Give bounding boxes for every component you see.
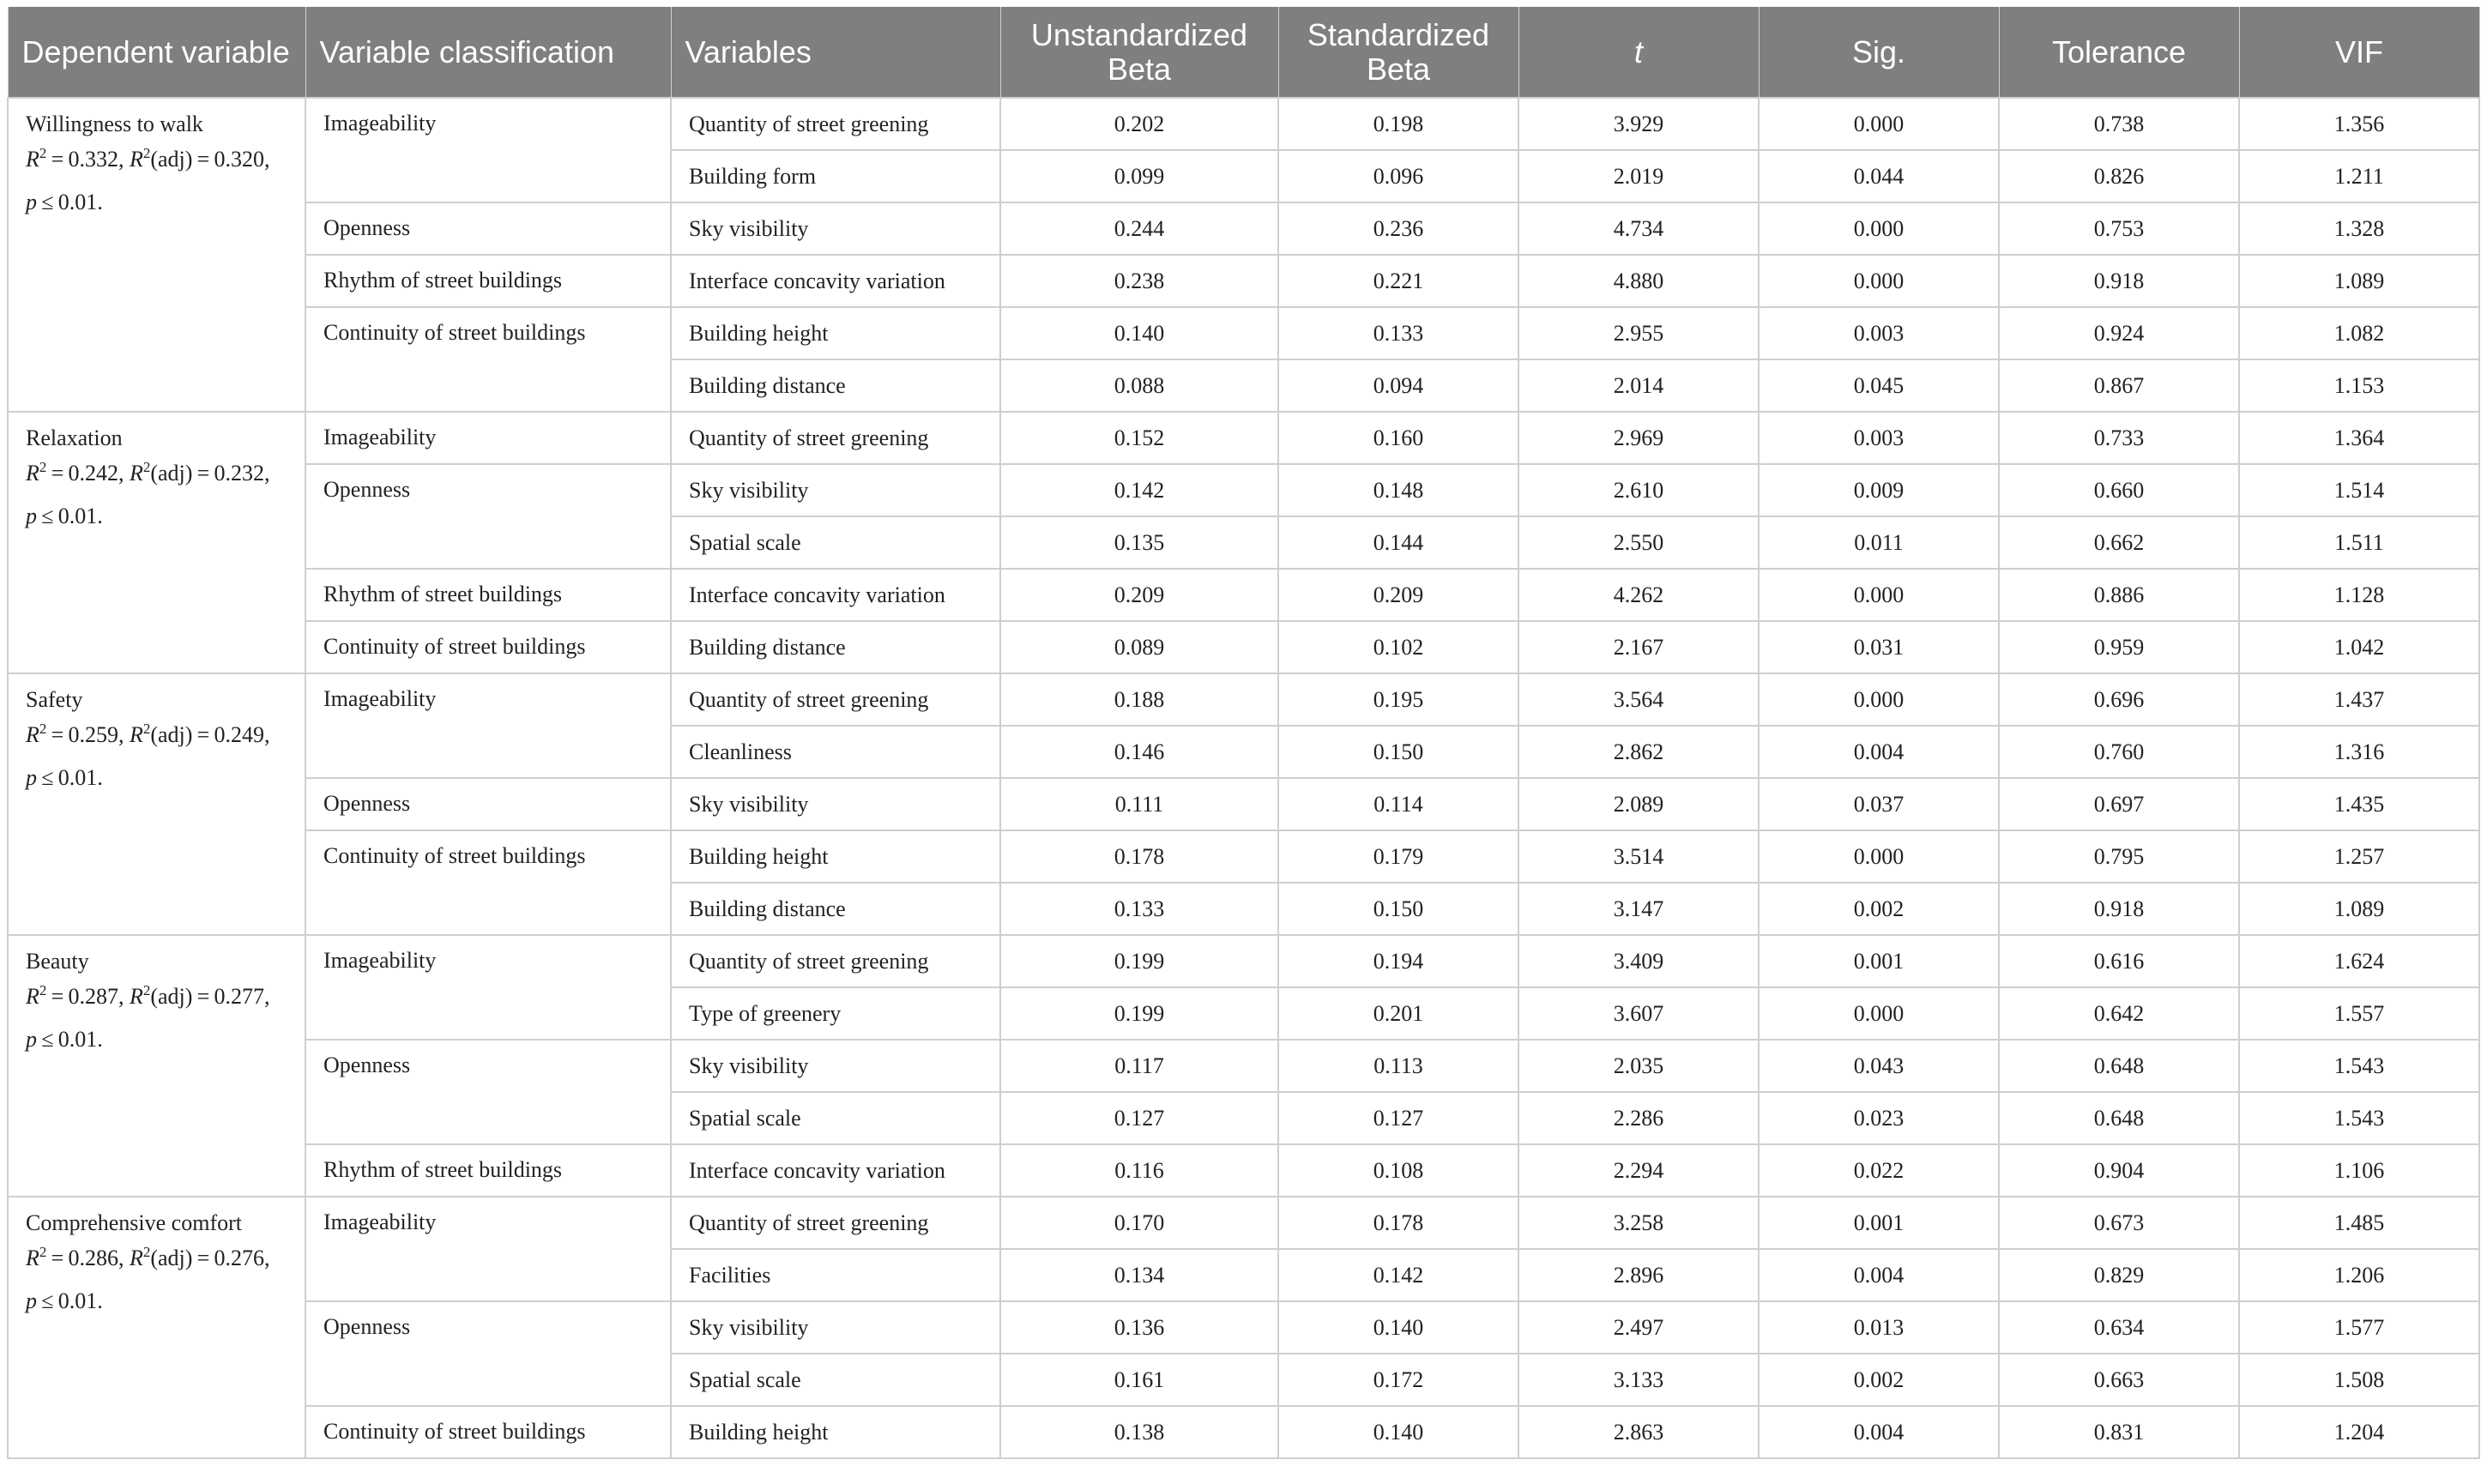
unstandardized-beta-cell: 0.146	[1000, 726, 1278, 778]
unstandardized-beta-cell: 0.111	[1000, 778, 1278, 830]
vif-cell: 1.364	[2239, 412, 2479, 464]
t-cell: 2.863	[1518, 1406, 1759, 1458]
unstandardized-beta-cell: 0.202	[1000, 98, 1278, 150]
tolerance-cell: 0.738	[1999, 98, 2239, 150]
t-cell: 2.862	[1518, 726, 1759, 778]
t-cell: 3.929	[1518, 98, 1759, 150]
standardized-beta-cell: 0.150	[1278, 726, 1518, 778]
table-body	[8, 98, 2479, 1458]
variable-cell: Quantity of street greening	[671, 1197, 1000, 1249]
standardized-beta-cell: 0.114	[1278, 778, 1518, 830]
r-squared-value: 0.242	[68, 461, 118, 486]
t-cell: 3.514	[1518, 830, 1759, 883]
standardized-beta-cell: 0.150	[1278, 883, 1518, 935]
unstandardized-beta-cell: 0.088	[1000, 359, 1278, 412]
tolerance-cell: 0.795	[1999, 830, 2239, 883]
sig-cell: 0.044	[1759, 150, 1999, 202]
vif-cell: 1.577	[2239, 1301, 2479, 1354]
t-cell: 2.035	[1518, 1040, 1759, 1092]
dependent-variable-cell	[8, 1197, 305, 1458]
standardized-beta-cell: 0.144	[1278, 516, 1518, 569]
sig-cell: 0.013	[1759, 1301, 1999, 1354]
standardized-beta-cell: 0.198	[1278, 98, 1518, 150]
variable-cell: Interface concavity variation	[671, 569, 1000, 621]
vif-cell: 1.514	[2239, 464, 2479, 516]
table-row	[8, 778, 2479, 830]
standardized-beta-cell: 0.148	[1278, 464, 1518, 516]
sig-cell: 0.001	[1759, 1197, 1999, 1249]
sig-cell: 0.037	[1759, 778, 1999, 830]
tolerance-cell: 0.660	[1999, 464, 2239, 516]
variable-cell: Spatial scale	[671, 516, 1000, 569]
tolerance-cell: 0.733	[1999, 412, 2239, 464]
variable-cell: Sky visibility	[671, 202, 1000, 255]
t-cell: 2.610	[1518, 464, 1759, 516]
tolerance-cell: 0.663	[1999, 1354, 2239, 1406]
sig-cell: 0.023	[1759, 1092, 1999, 1144]
unstandardized-beta-cell: 0.133	[1000, 883, 1278, 935]
model-fit-stats: $R^2 = 0.287$, $R^2(adj) = 0.277$, p ≤ 0.01.	[26, 982, 270, 1052]
t-cell: 2.286	[1518, 1092, 1759, 1144]
table-row	[8, 98, 2479, 150]
variable-classification-cell: Rhythm of street buildings	[305, 255, 671, 307]
tolerance-cell: 0.697	[1999, 778, 2239, 830]
table-row	[8, 621, 2479, 673]
variable-cell: Quantity of street greening	[671, 98, 1000, 150]
t-cell: 3.564	[1518, 673, 1759, 726]
p-value: 0.01	[57, 1288, 98, 1313]
dependent-variable-cell	[8, 673, 305, 935]
unstandardized-beta-cell: 0.134	[1000, 1249, 1278, 1301]
variable-cell: Building height	[671, 1406, 1000, 1458]
variable-cell: Quantity of street greening	[671, 412, 1000, 464]
t-cell: 2.896	[1518, 1249, 1759, 1301]
standardized-beta-cell: 0.178	[1278, 1197, 1518, 1249]
sig-cell: 0.045	[1759, 359, 1999, 412]
dependent-variable-name: Safety	[26, 687, 83, 712]
sig-cell: 0.031	[1759, 621, 1999, 673]
t-cell: 2.294	[1518, 1144, 1759, 1197]
dependent-variable-name: Beauty	[26, 949, 89, 974]
tolerance-cell: 0.648	[1999, 1092, 2239, 1144]
tolerance-cell: 0.831	[1999, 1406, 2239, 1458]
standardized-beta-cell: 0.179	[1278, 830, 1518, 883]
header-variable-classification: Variable classification	[305, 7, 671, 98]
variable-classification-cell: Imageability	[305, 98, 671, 202]
variable-classification-cell: Imageability	[305, 935, 671, 1040]
tolerance-cell: 0.642	[1999, 987, 2239, 1040]
variable-cell: Sky visibility	[671, 1040, 1000, 1092]
vif-cell: 1.543	[2239, 1040, 2479, 1092]
t-cell: 4.734	[1518, 202, 1759, 255]
table-row	[8, 464, 2479, 516]
standardized-beta-cell: 0.194	[1278, 935, 1518, 987]
sig-cell: 0.003	[1759, 412, 1999, 464]
tolerance-cell: 0.918	[1999, 883, 2239, 935]
sig-cell: 0.004	[1759, 1406, 1999, 1458]
vif-cell: 1.328	[2239, 202, 2479, 255]
variable-cell: Building distance	[671, 883, 1000, 935]
variable-classification-cell: Openness	[305, 1040, 671, 1144]
sig-cell: 0.000	[1759, 987, 1999, 1040]
p-value: 0.01	[57, 190, 98, 214]
model-fit-stats: $R^2 = 0.332$, $R^2(adj) = 0.320$, p ≤ 0.01.	[26, 145, 270, 214]
model-fit-stats: $R^2 = 0.286$, $R^2(adj) = 0.276$, p ≤ 0.01.	[26, 1244, 270, 1313]
p-value: 0.01	[57, 1027, 98, 1052]
t-cell: 2.955	[1518, 307, 1759, 359]
t-cell: 3.147	[1518, 883, 1759, 935]
dependent-variable-cell	[8, 935, 305, 1197]
variable-cell: Quantity of street greening	[671, 935, 1000, 987]
t-cell: 2.089	[1518, 778, 1759, 830]
variable-cell: Spatial scale	[671, 1092, 1000, 1144]
unstandardized-beta-cell: 0.152	[1000, 412, 1278, 464]
standardized-beta-cell: 0.108	[1278, 1144, 1518, 1197]
variable-cell: Building distance	[671, 621, 1000, 673]
sig-cell: 0.000	[1759, 830, 1999, 883]
standardized-beta-cell: 0.201	[1278, 987, 1518, 1040]
vif-cell: 1.106	[2239, 1144, 2479, 1197]
vif-cell: 1.089	[2239, 255, 2479, 307]
header-tolerance: Tolerance	[1999, 7, 2239, 98]
header-standardized-beta: Standardized Beta	[1278, 7, 1518, 98]
table-row	[8, 1301, 2479, 1354]
unstandardized-beta-cell: 0.089	[1000, 621, 1278, 673]
header-variables: Variables	[671, 7, 1000, 98]
unstandardized-beta-cell: 0.244	[1000, 202, 1278, 255]
tolerance-cell: 0.826	[1999, 150, 2239, 202]
tolerance-cell: 0.829	[1999, 1249, 2239, 1301]
vif-cell: 1.437	[2239, 673, 2479, 726]
unstandardized-beta-cell: 0.136	[1000, 1301, 1278, 1354]
tolerance-cell: 0.616	[1999, 935, 2239, 987]
variable-classification-cell: Rhythm of street buildings	[305, 1144, 671, 1197]
adjusted-r-squared-value: 0.276	[214, 1246, 265, 1270]
t-cell: 2.497	[1518, 1301, 1759, 1354]
tolerance-cell: 0.924	[1999, 307, 2239, 359]
adjusted-r-squared-value: 0.232	[214, 461, 265, 486]
variable-cell: Interface concavity variation	[671, 255, 1000, 307]
tolerance-cell: 0.648	[1999, 1040, 2239, 1092]
standardized-beta-cell: 0.094	[1278, 359, 1518, 412]
unstandardized-beta-cell: 0.116	[1000, 1144, 1278, 1197]
t-cell: 2.014	[1518, 359, 1759, 412]
variable-cell: Sky visibility	[671, 1301, 1000, 1354]
sig-cell: 0.000	[1759, 98, 1999, 150]
t-cell: 3.409	[1518, 935, 1759, 987]
standardized-beta-cell: 0.102	[1278, 621, 1518, 673]
table-row	[8, 1197, 2479, 1249]
standardized-beta-cell: 0.221	[1278, 255, 1518, 307]
variable-cell: Cleanliness	[671, 726, 1000, 778]
vif-cell: 1.211	[2239, 150, 2479, 202]
model-fit-stats: $R^2 = 0.242$, $R^2(adj) = 0.232$, p ≤ 0.01.	[26, 459, 270, 528]
vif-cell: 1.089	[2239, 883, 2479, 935]
header-unstandardized-beta: Unstandardized Beta	[1000, 7, 1278, 98]
r-squared-value: 0.332	[68, 147, 118, 172]
t-cell: 3.258	[1518, 1197, 1759, 1249]
sig-cell: 0.011	[1759, 516, 1999, 569]
sig-cell: 0.000	[1759, 202, 1999, 255]
unstandardized-beta-cell: 0.140	[1000, 307, 1278, 359]
dependent-variable-name: Willingness to walk	[26, 112, 203, 136]
vif-cell: 1.316	[2239, 726, 2479, 778]
r-squared-value: 0.259	[68, 722, 118, 747]
table-row	[8, 1406, 2479, 1458]
standardized-beta-cell: 0.113	[1278, 1040, 1518, 1092]
variable-classification-cell: Continuity of street buildings	[305, 621, 671, 673]
table-row	[8, 1040, 2479, 1092]
unstandardized-beta-cell: 0.142	[1000, 464, 1278, 516]
dependent-variable-name: Relaxation	[26, 425, 123, 450]
tolerance-cell: 0.696	[1999, 673, 2239, 726]
table-row	[8, 307, 2479, 359]
sig-cell: 0.004	[1759, 1249, 1999, 1301]
t-cell: 2.167	[1518, 621, 1759, 673]
r-squared-value: 0.286	[68, 1246, 118, 1270]
t-cell: 2.550	[1518, 516, 1759, 569]
tolerance-cell: 0.904	[1999, 1144, 2239, 1197]
table-row	[8, 255, 2479, 307]
adjusted-r-squared-value: 0.320	[214, 147, 265, 172]
variable-cell: Building height	[671, 307, 1000, 359]
variable-cell: Sky visibility	[671, 464, 1000, 516]
variable-cell: Building height	[671, 830, 1000, 883]
tolerance-cell: 0.867	[1999, 359, 2239, 412]
standardized-beta-cell: 0.209	[1278, 569, 1518, 621]
variable-cell: Interface concavity variation	[671, 1144, 1000, 1197]
sig-cell: 0.002	[1759, 1354, 1999, 1406]
variable-classification-cell: Continuity of street buildings	[305, 1406, 671, 1458]
t-cell: 2.969	[1518, 412, 1759, 464]
vif-cell: 1.543	[2239, 1092, 2479, 1144]
variable-classification-cell: Imageability	[305, 412, 671, 464]
variable-classification-cell: Openness	[305, 1301, 671, 1406]
table-row	[8, 1144, 2479, 1197]
vif-cell: 1.042	[2239, 621, 2479, 673]
adjusted-r-squared-value: 0.277	[214, 984, 265, 1009]
header-sig: Sig.	[1759, 7, 1999, 98]
sig-cell: 0.003	[1759, 307, 1999, 359]
unstandardized-beta-cell: 0.135	[1000, 516, 1278, 569]
sig-cell: 0.000	[1759, 255, 1999, 307]
variable-classification-cell: Continuity of street buildings	[305, 307, 671, 412]
table-row	[8, 935, 2479, 987]
header-dependent-variable: Dependent variable	[8, 7, 305, 98]
vif-cell: 1.511	[2239, 516, 2479, 569]
table-row	[8, 830, 2479, 883]
adjusted-r-squared-value: 0.249	[214, 722, 265, 747]
table-row	[8, 673, 2479, 726]
t-cell: 4.880	[1518, 255, 1759, 307]
variable-cell: Building distance	[671, 359, 1000, 412]
standardized-beta-cell: 0.096	[1278, 150, 1518, 202]
variable-classification-cell: Imageability	[305, 1197, 671, 1301]
unstandardized-beta-cell: 0.127	[1000, 1092, 1278, 1144]
p-value: 0.01	[57, 765, 98, 790]
standardized-beta-cell: 0.142	[1278, 1249, 1518, 1301]
unstandardized-beta-cell: 0.178	[1000, 830, 1278, 883]
variable-classification-cell: Openness	[305, 778, 671, 830]
sig-cell: 0.002	[1759, 883, 1999, 935]
vif-cell: 1.356	[2239, 98, 2479, 150]
tolerance-cell: 0.886	[1999, 569, 2239, 621]
vif-cell: 1.624	[2239, 935, 2479, 987]
standardized-beta-cell: 0.172	[1278, 1354, 1518, 1406]
unstandardized-beta-cell: 0.170	[1000, 1197, 1278, 1249]
standardized-beta-cell: 0.236	[1278, 202, 1518, 255]
sig-cell: 0.000	[1759, 569, 1999, 621]
variable-cell: Facilities	[671, 1249, 1000, 1301]
standardized-beta-cell: 0.140	[1278, 1406, 1518, 1458]
unstandardized-beta-cell: 0.117	[1000, 1040, 1278, 1092]
variable-classification-cell: Continuity of street buildings	[305, 830, 671, 935]
table-row	[8, 412, 2479, 464]
unstandardized-beta-cell: 0.209	[1000, 569, 1278, 621]
p-value: 0.01	[57, 504, 98, 528]
unstandardized-beta-cell: 0.238	[1000, 255, 1278, 307]
tolerance-cell: 0.959	[1999, 621, 2239, 673]
regression-table	[7, 7, 2480, 1459]
variable-cell: Type of greenery	[671, 987, 1000, 1040]
variable-cell: Sky visibility	[671, 778, 1000, 830]
unstandardized-beta-cell: 0.199	[1000, 987, 1278, 1040]
tolerance-cell: 0.673	[1999, 1197, 2239, 1249]
unstandardized-beta-cell: 0.199	[1000, 935, 1278, 987]
standardized-beta-cell: 0.160	[1278, 412, 1518, 464]
header-vif: VIF	[2239, 7, 2479, 98]
variable-classification-cell: Imageability	[305, 673, 671, 778]
header-t: t	[1518, 7, 1759, 98]
tolerance-cell: 0.760	[1999, 726, 2239, 778]
unstandardized-beta-cell: 0.099	[1000, 150, 1278, 202]
vif-cell: 1.557	[2239, 987, 2479, 1040]
vif-cell: 1.435	[2239, 778, 2479, 830]
vif-cell: 1.206	[2239, 1249, 2479, 1301]
tolerance-cell: 0.662	[1999, 516, 2239, 569]
unstandardized-beta-cell: 0.161	[1000, 1354, 1278, 1406]
unstandardized-beta-cell: 0.188	[1000, 673, 1278, 726]
sig-cell: 0.001	[1759, 935, 1999, 987]
tolerance-cell: 0.753	[1999, 202, 2239, 255]
unstandardized-beta-cell: 0.138	[1000, 1406, 1278, 1458]
variable-classification-cell: Openness	[305, 202, 671, 255]
vif-cell: 1.485	[2239, 1197, 2479, 1249]
tolerance-cell: 0.634	[1999, 1301, 2239, 1354]
variable-cell: Spatial scale	[671, 1354, 1000, 1406]
t-cell: 2.019	[1518, 150, 1759, 202]
standardized-beta-cell: 0.127	[1278, 1092, 1518, 1144]
sig-cell: 0.000	[1759, 673, 1999, 726]
tolerance-cell: 0.918	[1999, 255, 2239, 307]
t-cell: 3.133	[1518, 1354, 1759, 1406]
sig-cell: 0.022	[1759, 1144, 1999, 1197]
table-row	[8, 202, 2479, 255]
variable-cell: Building form	[671, 150, 1000, 202]
variable-classification-cell: Openness	[305, 464, 671, 569]
vif-cell: 1.153	[2239, 359, 2479, 412]
vif-cell: 1.082	[2239, 307, 2479, 359]
r-squared-value: 0.287	[68, 984, 118, 1009]
dependent-variable-name: Comprehensive comfort	[26, 1210, 242, 1235]
standardized-beta-cell: 0.133	[1278, 307, 1518, 359]
vif-cell: 1.257	[2239, 830, 2479, 883]
model-fit-stats: $R^2 = 0.259$, $R^2(adj) = 0.249$, p ≤ 0.01.	[26, 721, 270, 790]
header-row	[8, 7, 2479, 98]
sig-cell: 0.043	[1759, 1040, 1999, 1092]
variable-classification-cell: Rhythm of street buildings	[305, 569, 671, 621]
vif-cell: 1.508	[2239, 1354, 2479, 1406]
sig-cell: 0.004	[1759, 726, 1999, 778]
variable-cell: Quantity of street greening	[671, 673, 1000, 726]
t-cell: 4.262	[1518, 569, 1759, 621]
sig-cell: 0.009	[1759, 464, 1999, 516]
table-row	[8, 569, 2479, 621]
dependent-variable-cell	[8, 98, 305, 412]
vif-cell: 1.128	[2239, 569, 2479, 621]
dependent-variable-cell	[8, 412, 305, 673]
standardized-beta-cell: 0.195	[1278, 673, 1518, 726]
standardized-beta-cell: 0.140	[1278, 1301, 1518, 1354]
vif-cell: 1.204	[2239, 1406, 2479, 1458]
t-cell: 3.607	[1518, 987, 1759, 1040]
